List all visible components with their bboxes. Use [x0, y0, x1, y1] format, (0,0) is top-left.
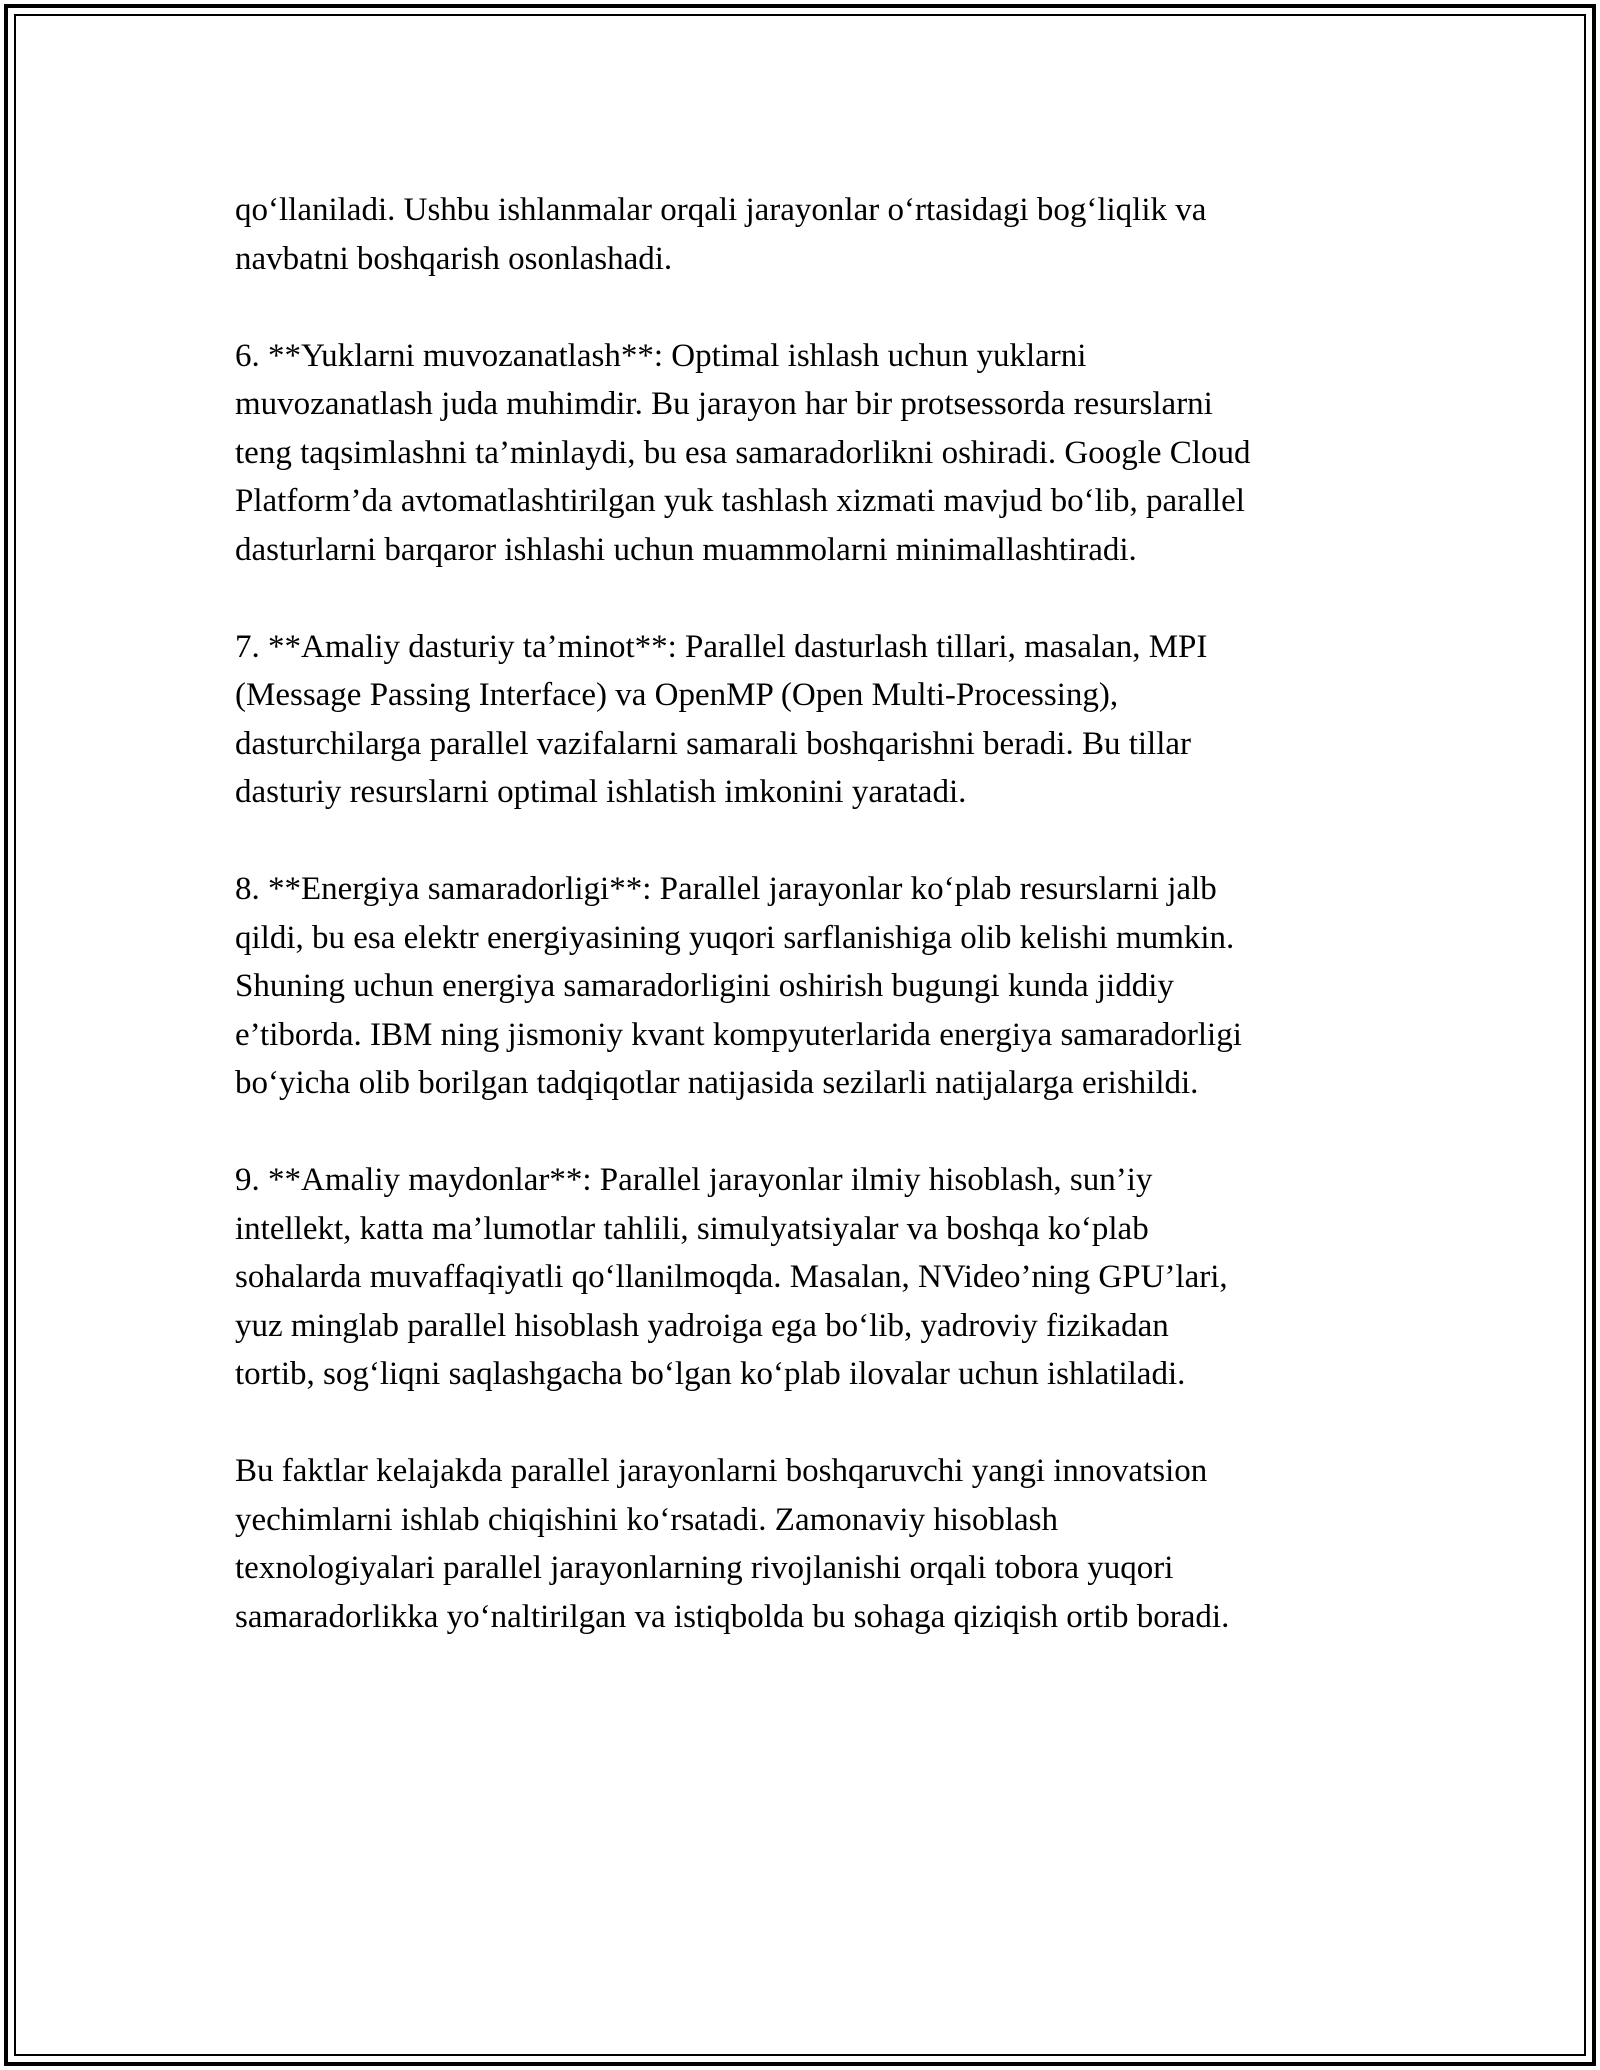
paragraph-application-fields: 9. **Amaliy maydonlar**: Parallel jarayonlar ilmiy hisoblash, sun’iy intellekt, katta ma’lumotlar tahlili, simulyatsiyalar va boshqa ko‘plab sohalarda muvaffaqiyatli qo‘llanilmoqda. Masalan, NVideo’ning GPU’lari, yuz minglab parallel hisoblash yadroiga ega bo‘lib, yadroviy fizikadan tortib, sog‘liqni saqlashgacha bo‘lgan ko‘plab ilovalar uchun ishlatiladi. [235, 1162, 1228, 1392]
paragraph-conclusion: Bu faktlar kelajakda parallel jarayonlarni boshqaruvchi yangi innovatsion yechimlarni ishlab chiqishini ko‘rsatadi. Zamonaviy hisoblash texnologiyalari parallel jarayonlarning rivojlanishi orqali tobora yuqori samaradorlikka yo‘naltirilgan va istiqbolda bu sohaga qiziqish ortib boradi. [235, 1453, 1230, 1635]
paragraph-applied-software: 7. **Amaliy dasturiy ta’minot**: Parallel dasturlash tillari, masalan, MPI (Message Passing Interface) va OpenMP (Open Multi-Processing), dasturchilarga parallel vazifalarni samarali boshqarishni beradi. Bu tillar dasturiy resurslarni optimal ishlatish imkonini yaratadi. [235, 628, 1208, 810]
paragraph-load-balancing: 6. **Yuklarni muvozanatlash**: Optimal ishlash uchun yuklarni muvozanatlash juda muhimdir. Bu jarayon har bir protsessorda resurslarni teng taqsimlashni ta’minlaydi, bu esa samaradorlikni oshiradi. Google Cloud Platform’da avtomatlashtirilgan yuk tashlash xizmati mavjud bo‘lib, parallel dasturlarni barqaror ishlashi uchun muammolarni minimallashtiradi. [235, 337, 1251, 568]
paragraph-energy-efficiency: 8. **Energiya samaradorligi**: Parallel jarayonlar ko‘plab resurslarni jalb qildi, bu esa elektr energiyasining yuqori sarflanishiga olib kelishi mumkin. Shuning uchun energiya samaradorligini oshirish bugungi kunda jiddiy e’tiborda. IBM ning jismoniy kvant kompyuterlarida energiya samaradorligi bo‘yicha olib borilgan tadqiqotlar natijasida sezilarli natijalarga erishildi. [235, 871, 1242, 1101]
document-body [235, 186, 1405, 1690]
paragraph-intro-continuation: qo‘llaniladi. Ushbu ishlanmalar orqali jarayonlar o‘rtasidagi bog‘liqlik va navbatni boshqarish osonlashadi. [235, 192, 1207, 277]
